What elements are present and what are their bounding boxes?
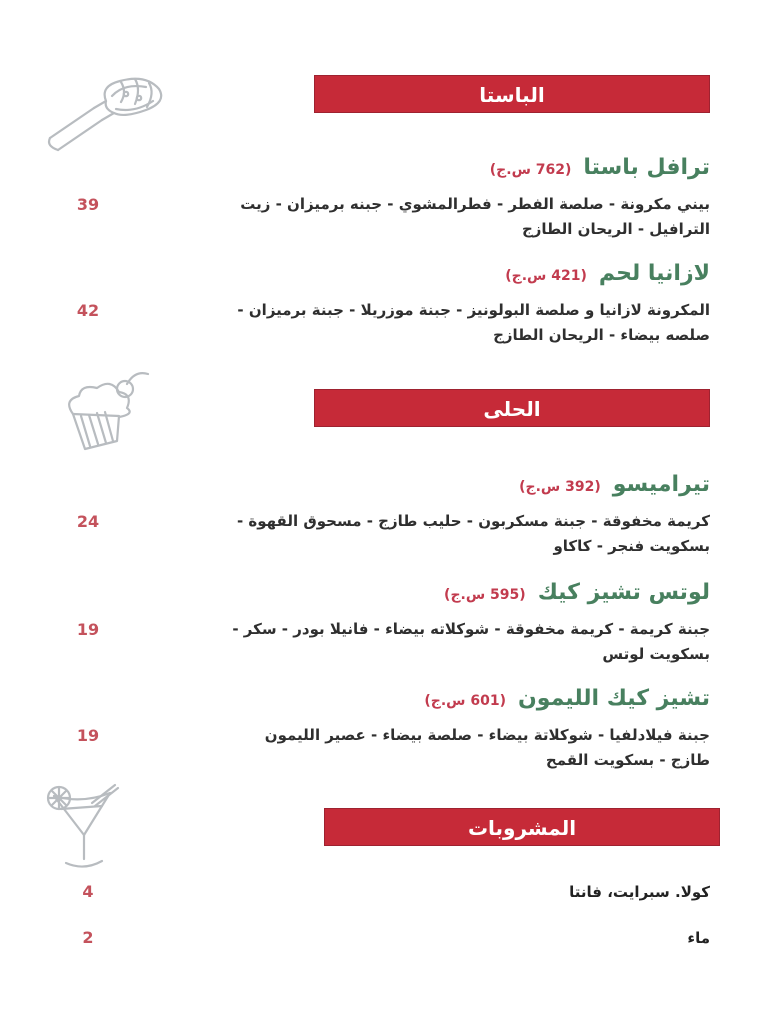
item-body <box>58 617 710 667</box>
item-price: 42 <box>76 301 100 320</box>
item-body <box>58 192 710 242</box>
menu-item-lotus-cheesecake <box>58 578 710 667</box>
item-calories: (595 س.ج) <box>444 587 526 603</box>
item-description: جبنة كريمة - كريمة مخفوقة - شوكلاته بيضاء - فانيلا بودر - سكر - بسكويت لوتس <box>232 620 710 663</box>
section-banner-desserts <box>314 389 710 427</box>
cocktail-icon <box>42 783 127 878</box>
item-title-row <box>58 259 710 291</box>
item-calories: (601 س.ج) <box>424 693 507 709</box>
menu-item-meat-lasagna <box>58 259 710 348</box>
item-price: 19 <box>76 620 100 639</box>
item-description: المكرونة لازانيا و صلصة البولونيز - جبنة موزريلا - جبنة برميزان - صلصه بيضاء - الريحان الطازج <box>237 301 710 344</box>
menu-item-water <box>58 925 710 950</box>
item-price: 24 <box>76 512 100 531</box>
item-title-row <box>58 470 710 502</box>
item-calories: (762 س.ج) <box>489 162 572 178</box>
menu-item-sodas <box>58 879 710 904</box>
section-title: الحلى <box>483 397 541 421</box>
section-title: المشروبات <box>467 816 577 840</box>
item-price: 19 <box>76 726 100 745</box>
item-description: جبنة فيلادلفيا - شوكلاتة بيضاء - صلصة بيضاء - عصير الليمون طازج - بسكويت القمح <box>264 726 710 769</box>
item-name: تشيز كيك الليمون <box>518 686 710 711</box>
item-description: بيني مكرونة - صلصة الفطر - فطرالمشوي - جبنه برميزان - زيت الترافيل - الريحان الطازج <box>240 195 710 238</box>
item-body <box>58 298 710 348</box>
section-banner-pasta <box>314 75 710 113</box>
item-price: 4 <box>82 882 94 901</box>
item-calories: (392 س.ج) <box>519 479 601 495</box>
item-name: ترافل باستا <box>583 155 710 180</box>
pasta-fork-icon <box>42 58 177 158</box>
item-calories: (421 س.ج) <box>505 268 587 284</box>
item-name: لوتس تشيز كيك <box>537 580 710 605</box>
cupcake-icon <box>55 366 155 461</box>
section-banner-drinks <box>324 808 720 846</box>
menu-item-truffle-pasta <box>58 153 710 242</box>
menu-item-lemon-cheesecake <box>58 684 710 773</box>
item-price: 39 <box>76 195 100 214</box>
item-price: 2 <box>82 928 94 947</box>
item-name: ماء <box>687 929 710 947</box>
item-body <box>58 509 710 559</box>
item-body <box>58 723 710 773</box>
item-name: كولا. سبرايت، فانتا <box>569 883 710 901</box>
section-title: الباستا <box>479 83 545 107</box>
item-title-row <box>58 578 710 610</box>
item-title-row <box>58 684 710 716</box>
item-name: لازانيا لحم <box>598 261 710 286</box>
item-description: كريمة مخفوقة - جبنة مسكربون - حليب طازج - مسحوق القهوة - بسكويت فنجر - كاكاو <box>236 512 710 555</box>
item-name: تيراميسو <box>612 472 710 497</box>
menu-item-tiramisu <box>58 470 710 559</box>
